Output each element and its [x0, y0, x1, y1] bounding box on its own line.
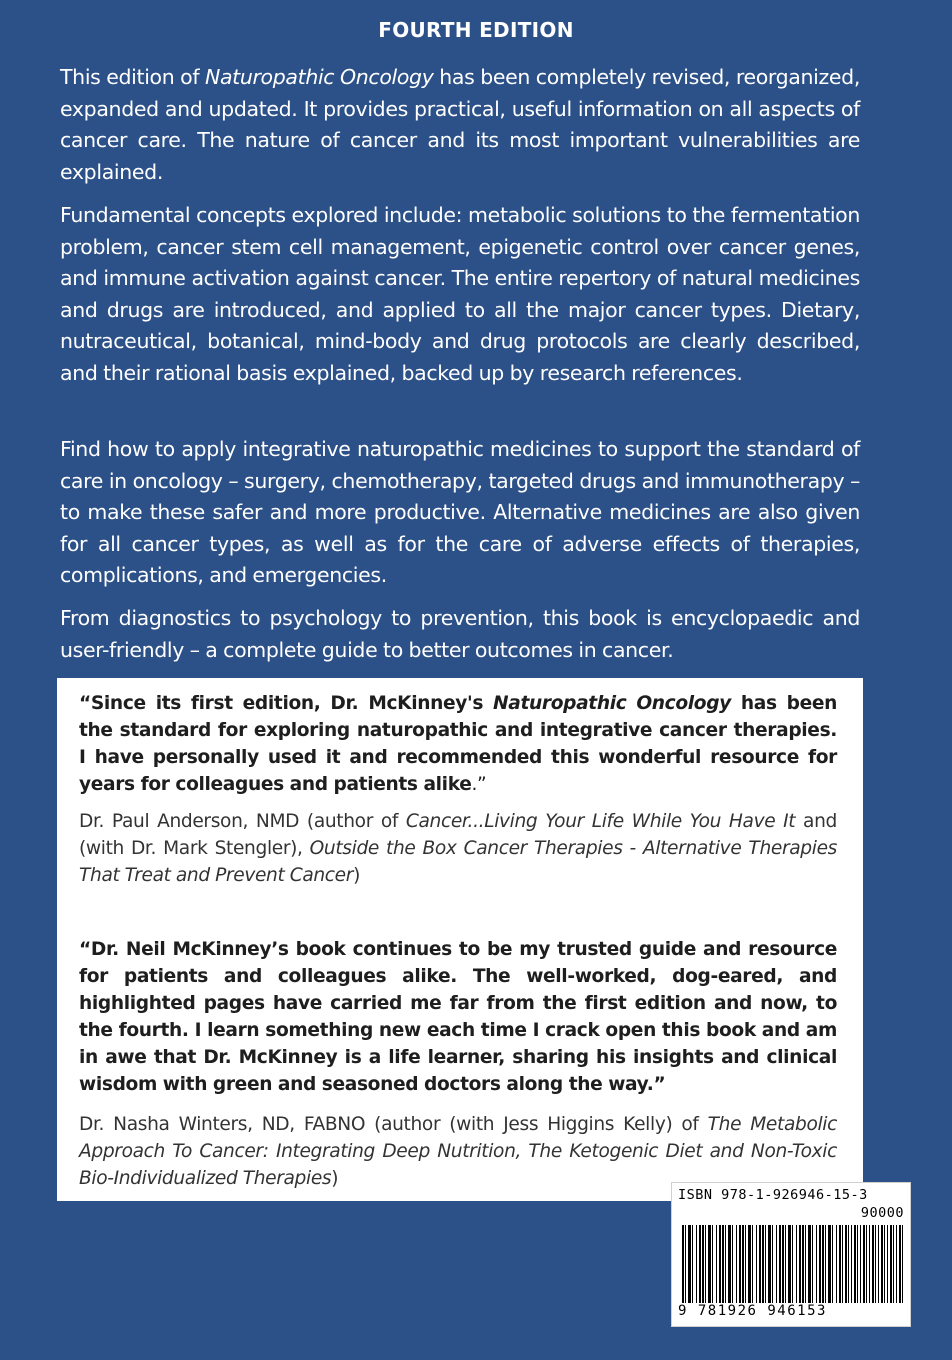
book-title: Naturopathic Oncology: [204, 65, 434, 89]
price-barcode-bars: [842, 1225, 904, 1303]
endorsements-panel: [57, 678, 863, 1201]
price-code: 90000: [860, 1205, 904, 1221]
barcode-digits: 9 781926 946153: [678, 1303, 827, 1319]
description-paragraph-1: This edition of Naturopathic Oncology has been completely revised, reorganized, expanded and updated. It provides practical, useful information on all aspects of cancer care. The nature of cancer and its most important vulnerabilities are explained.: [60, 65, 860, 184]
description-paragraph-4: From diagnostics to psychology to prevention, this book is encyclopaedic and user-friendly – a complete guide to better outcomes in cancer.: [60, 606, 860, 662]
endorsement-quote-1: “Since its first edition, Dr. McKinney's Naturopathic Oncology has been the standard for exploring naturopathic and integrative cancer therapies. I have personally used it and recommended this wonderful resource for years for colleagues and patients alike.”: [79, 693, 837, 795]
edition-heading: FOURTH EDITION: [378, 18, 574, 42]
endorsement-quote-2: “Dr. Neil McKinney’s book continues to be my trusted guide and resource for patients and colleagues alike. The well-worked, dog-eared, and highlighted pages have carried me far from the first edition and now, to the fourth. I learn something new each time I crack open this book and am in awe that Dr. McKinney is a life learner, sharing his insights and clinical wisdom with green and seasoned doctors along the way.”: [79, 939, 837, 1095]
isbn-barcode: [671, 1182, 911, 1327]
endorsement-attribution-2: Dr. Nasha Winters, ND, FABNO (author (with Jess Higgins Kelly) of The Metabolic Approach To Cancer: Integrating Deep Nutrition, The Ketogenic Diet and Non-Toxic Bio-Individualized Therapies): [79, 1114, 837, 1189]
description-paragraph-3: Find how to apply integrative naturopathic medicines to support the standard of care in oncology – surgery, chemotherapy, targeted drugs and immunotherapy – to make these safer and more productive. Alternative medicines are also given for all cancer types, as well as for the care of adverse effects of therapies, complications, and emergencies.: [60, 437, 860, 587]
endorsement-attribution-1: Dr. Paul Anderson, NMD (author of Cancer...Living Your Life While You Have It and (with Dr. Mark Stengler), Outside the Box Cancer Therapies - Alternative Therapies That Treat and Prevent Cancer): [79, 811, 838, 886]
description-paragraph-2: Fundamental concepts explored include: metabolic solutions to the fermentation problem, cancer stem cell management, epigenetic control over cancer genes, and immune activation against cancer. The entire repertory of natural medicines and drugs are introduced, and applied to all the major cancer types. Dietary, nutraceutical, botanical, mind-body and drug protocols are clearly described, and their rational basis explained, backed up by research references.: [60, 203, 860, 385]
isbn-label: ISBN 978-1-926946-15-3: [678, 1187, 868, 1203]
